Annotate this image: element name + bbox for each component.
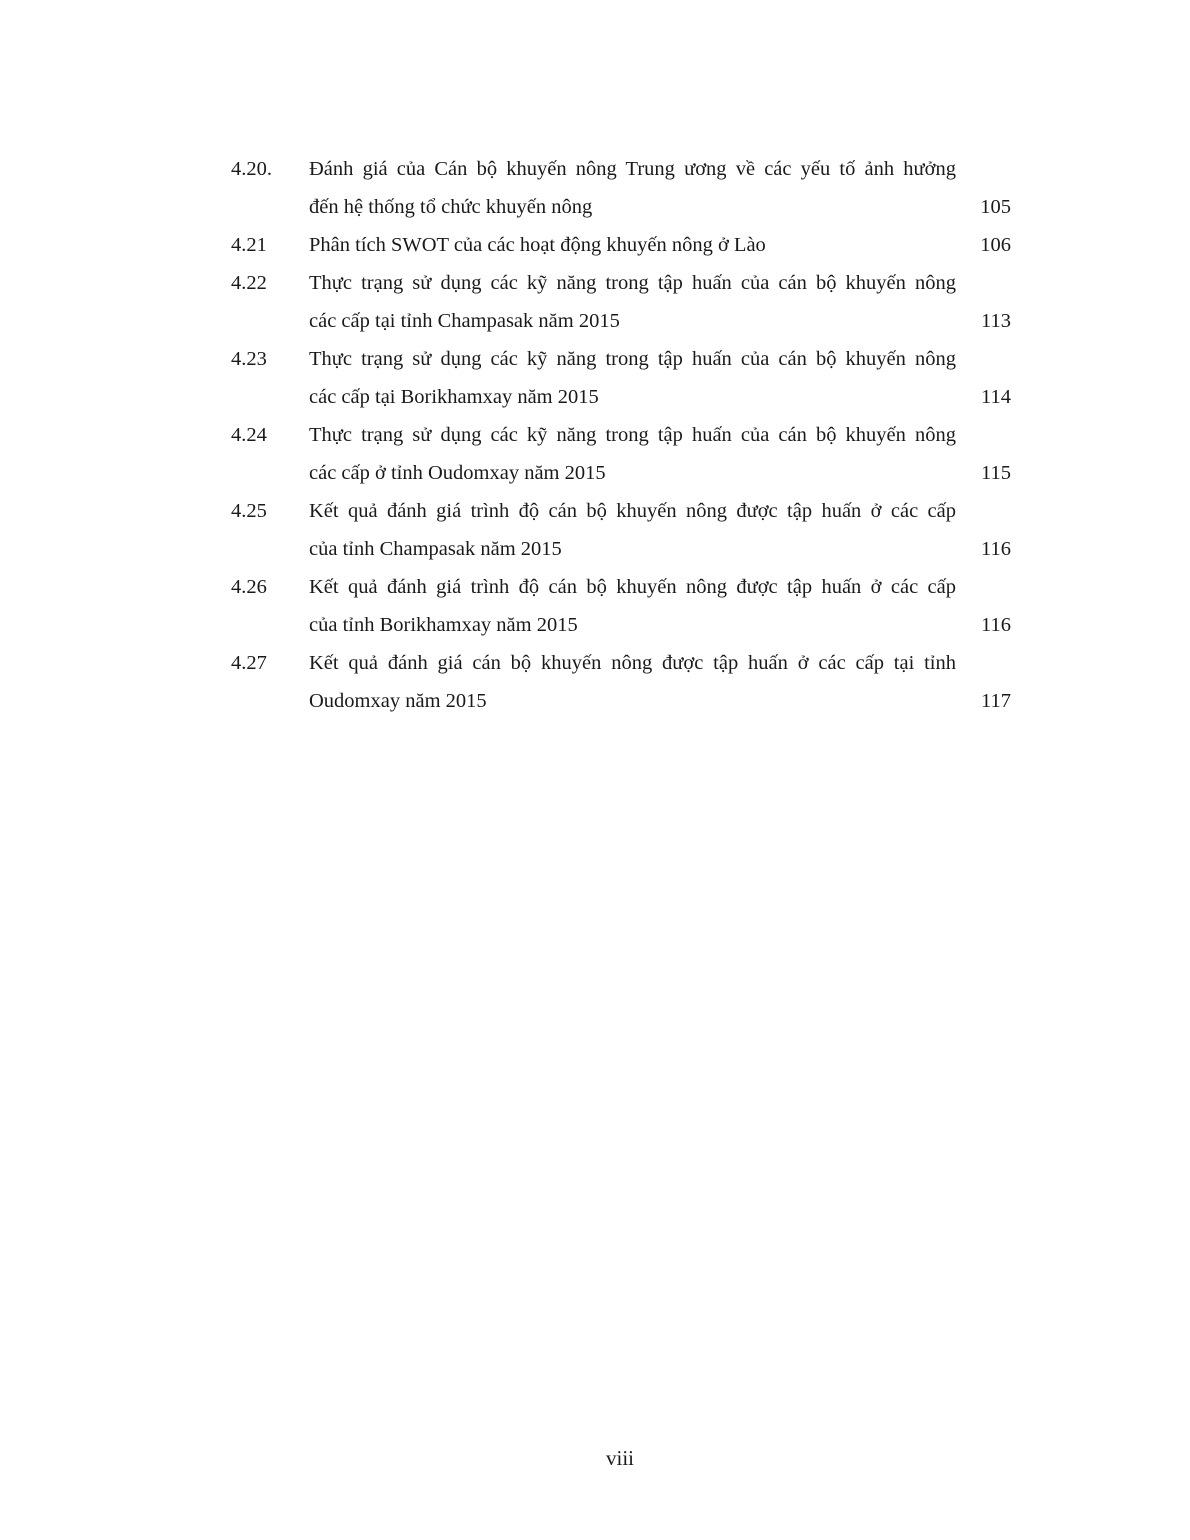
table-list	[231, 150, 1011, 720]
entry-number: 4.22	[231, 272, 267, 294]
entry-page: 114	[981, 386, 1011, 408]
entry-title-line: các cấp ở tỉnh Oudomxay năm 2015	[309, 462, 606, 484]
entry-title-line: Kết quả đánh giá trình độ cán bộ khuyến nông được tập huấn ở các cấp	[309, 500, 956, 522]
table-entry-4-26[interactable]	[231, 568, 1011, 644]
entry-page: 117	[981, 690, 1011, 712]
table-entry-4-24[interactable]	[231, 416, 1011, 492]
entry-page: 116	[981, 614, 1011, 636]
table-entry-4-23[interactable]	[231, 340, 1011, 416]
entry-title	[309, 568, 956, 644]
entry-title-line: Kết quả đánh giá cán bộ khuyến nông được tập huấn ở các cấp tại tỉnh	[309, 652, 956, 674]
entry-page: 106	[980, 234, 1011, 256]
entry-title-line: Oudomxay năm 2015	[309, 690, 487, 712]
entry-number: 4.26	[231, 576, 267, 598]
table-entry-4-20[interactable]	[231, 150, 1011, 226]
entry-number: 4.27	[231, 652, 267, 674]
entry-title-line: Kết quả đánh giá trình độ cán bộ khuyến nông được tập huấn ở các cấp	[309, 576, 956, 598]
entry-title-line: của tỉnh Borikhamxay năm 2015	[309, 614, 578, 636]
entry-number: 4.21	[231, 234, 267, 256]
entry-title-line: Thực trạng sử dụng các kỹ năng trong tập huấn của cán bộ khuyến nông	[309, 424, 956, 446]
entry-title-line: các cấp tại Borikhamxay năm 2015	[309, 386, 599, 408]
entry-title	[309, 150, 956, 226]
table-entry-4-27[interactable]	[231, 644, 1011, 720]
entry-page: 105	[980, 196, 1011, 218]
entry-title-line: đến hệ thống tổ chức khuyến nông	[309, 196, 593, 218]
entry-number: 4.23	[231, 348, 267, 370]
entry-number: 4.25	[231, 500, 267, 522]
entry-title	[309, 416, 956, 492]
entry-number: 4.24	[231, 424, 267, 446]
entry-title	[309, 644, 956, 720]
entry-title	[309, 264, 956, 340]
table-entry-4-25[interactable]	[231, 492, 1011, 568]
entry-page: 115	[981, 462, 1011, 484]
entry-page: 113	[981, 310, 1011, 332]
entry-title-line: Thực trạng sử dụng các kỹ năng trong tập huấn của cán bộ khuyến nông	[309, 272, 956, 294]
table-entry-4-21[interactable]	[231, 226, 1011, 264]
entry-title-line: Phân tích SWOT của các hoạt động khuyến nông ở Lào	[309, 234, 766, 256]
entry-title-line: của tỉnh Champasak năm 2015	[309, 538, 562, 560]
entry-title	[309, 492, 956, 568]
entry-title	[309, 340, 956, 416]
entry-title-line: Thực trạng sử dụng các kỹ năng trong tập huấn của cán bộ khuyến nông	[309, 348, 956, 370]
table-entry-4-22[interactable]	[231, 264, 1011, 340]
entry-number: 4.20.	[231, 158, 272, 180]
page-number-footer: viii	[605, 1446, 634, 1470]
entry-title-line: Đánh giá của Cán bộ khuyến nông Trung ương về các yếu tố ảnh hưởng	[309, 158, 956, 180]
entry-title	[309, 226, 956, 264]
entry-title-line: các cấp tại tỉnh Champasak năm 2015	[309, 310, 620, 332]
entry-page: 116	[981, 538, 1011, 560]
